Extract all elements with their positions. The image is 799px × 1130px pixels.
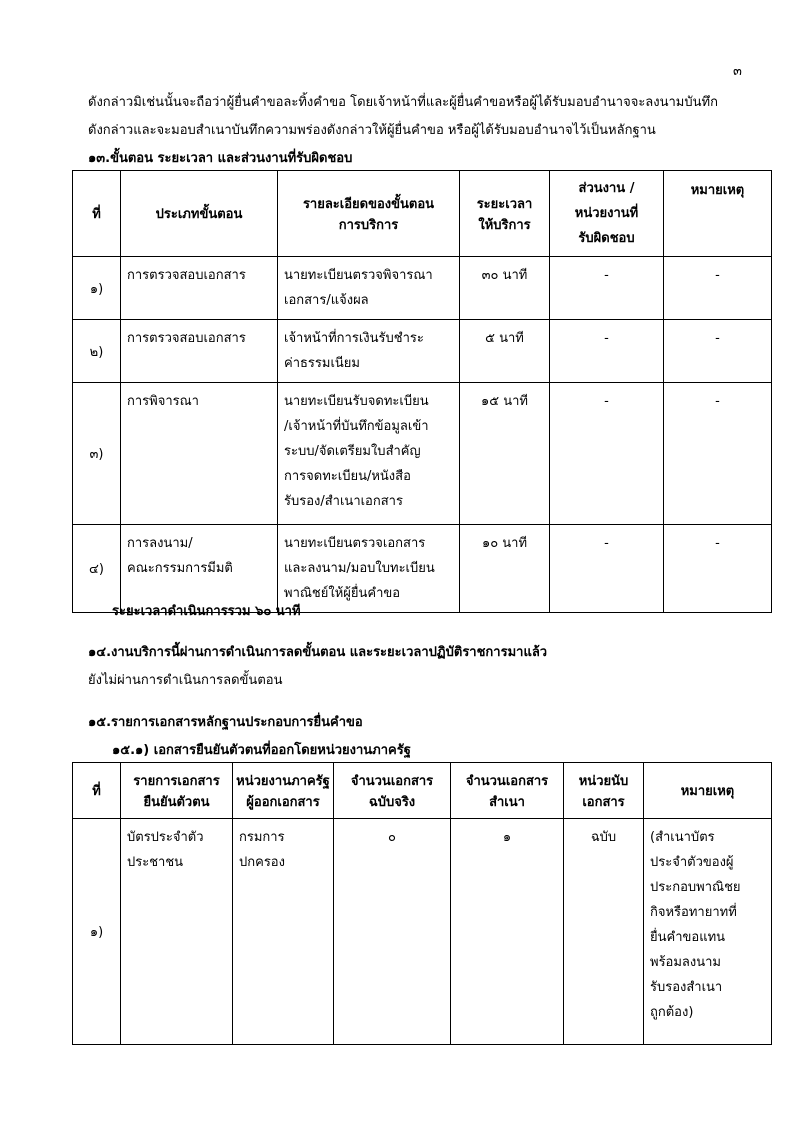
header-original-count: จำนวนเอกสาร ฉบับจริง <box>334 763 451 819</box>
header-detail-line-2: การบริการ <box>338 217 399 233</box>
section-13-title: ๑๓.ขั้นตอน ระยะเวลา และส่วนงานที่รับผิดชอบ <box>88 151 353 166</box>
row-document: บัตรประจำตัว ประชาชน <box>121 819 233 1045</box>
header-count-unit: หน่วยนับ เอกสาร <box>564 763 644 819</box>
row-remark: - <box>664 257 772 320</box>
row-no: ๓) <box>73 383 121 525</box>
row-remark: (สำเนาบัตร ประจำตัวของผู้ ประกอบพาณิชย กิจหรือทายาทที่ ยื่นคำขอแทน พร้อมลงนาม รับรองสำเนา ถูกต้อง) <box>644 819 772 1045</box>
header-step-type: ประเภทขั้นตอน <box>121 171 278 257</box>
row-agency: กรมการปกครอง <box>233 819 334 1045</box>
row-detail: นายทะเบียนตรวจพิจารณา เอกสาร/แจ้งผล <box>278 257 460 320</box>
row-copy-count: ๑ <box>451 819 564 1045</box>
header-unit-line-1: ส่วนงาน / <box>578 181 635 196</box>
row-no: ๒) <box>73 320 121 383</box>
section-15-1-subtitle: ๑๕.๑) เอกสารยืนยันตัวตนที่ออกโดยหน่วยงานภาครัฐ <box>112 743 411 758</box>
row-no: ๔) <box>73 525 121 613</box>
header-remark: หมายเหตุ <box>644 763 772 819</box>
header-duration-line-2: ให้บริการ <box>478 217 531 233</box>
page-number: ๓ <box>733 64 742 79</box>
row-step-type: การลงนาม/ คณะกรรมการมีมติ <box>121 525 278 613</box>
header-unit-line-3: รับผิดชอบ <box>578 231 635 246</box>
row-duration: ๑๐ นาที <box>460 525 550 613</box>
row-detail: นายทะเบียนรับจดทะเบียน /เจ้าหน้าที่บันทึกข้อมูลเข้า ระบบ/จัดเตรียมใบสำคัญ การจดทะเบียน/หนังสือ รับรอง/สำเนาเอกสาร <box>278 383 460 525</box>
intro-line-1: ดังกล่าวมิเช่นนั้นจะถือว่าผู้ยื่นคำขอละทิ้งคำขอ โดยเจ้าหน้าที่และผู้ยื่นคำขอหรือผู้ได้รับมอบอำนาจจะลงนามบันทึก <box>88 95 718 110</box>
row-step-type: การตรวจสอบเอกสาร <box>121 320 278 383</box>
documents-table <box>72 762 772 1045</box>
section-14-title: ๑๔.งานบริการนี้ผ่านการดำเนินการลดขั้นตอน และระยะเวลาปฏิบัติราชการมาแล้ว <box>88 645 548 660</box>
steps-header-row <box>73 171 772 257</box>
header-agency: หน่วยงานภาครัฐ ผู้ออกเอกสาร <box>233 763 334 819</box>
row-unit: - <box>550 320 664 383</box>
row-step-type: การตรวจสอบเอกสาร <box>121 257 278 320</box>
table-row <box>73 320 772 383</box>
row-no: ๑) <box>73 257 121 320</box>
row-remark: - <box>664 383 772 525</box>
table-row <box>73 383 772 525</box>
row-detail: เจ้าหน้าที่การเงินรับชำระ ค่าธรรมเนียม <box>278 320 460 383</box>
table-row <box>73 257 772 320</box>
header-document: รายการเอกสาร ยืนยันตัวตน <box>121 763 233 819</box>
row-unit: - <box>550 525 664 613</box>
section-14-text: ยังไม่ผ่านการดำเนินการลดขั้นตอน <box>88 673 283 688</box>
header-no: ที่ <box>73 763 121 819</box>
row-duration: ๕ นาที <box>460 320 550 383</box>
row-unit: - <box>550 257 664 320</box>
header-no: ที่ <box>73 171 121 257</box>
steps-table <box>72 170 772 613</box>
table-row <box>73 819 772 1045</box>
header-responsible-unit <box>550 171 664 257</box>
row-unit: - <box>550 383 664 525</box>
header-remark: หมายเหตุ <box>664 171 772 257</box>
header-copy-count: จำนวนเอกสาร สำเนา <box>451 763 564 819</box>
row-remark: - <box>664 320 772 383</box>
header-detail-line-1: รายละเอียดของขั้นตอน <box>302 196 435 212</box>
row-original-count: ๐ <box>334 819 451 1045</box>
row-duration: ๓๐ นาที <box>460 257 550 320</box>
intro-line-2: ดังกล่าวและจะมอบสำเนาบันทึกความพร่องดังกล่าวให้ผู้ยื่นคำขอ หรือผู้ได้รับมอบอำนาจไว้เป็นหลักฐาน <box>88 123 656 138</box>
row-detail: นายทะเบียนตรวจเอกสาร และลงนาม/มอบใบทะเบียน พาณิชย์ให้ผู้ยื่นคำขอ <box>278 525 460 613</box>
row-count-unit: ฉบับ <box>564 819 644 1045</box>
row-step-type: การพิจารณา <box>121 383 278 525</box>
row-no: ๑) <box>73 819 121 1045</box>
header-duration-line-1: ระยะเวลา <box>476 196 533 212</box>
documents-header-row <box>73 763 772 819</box>
header-detail <box>278 171 460 257</box>
header-duration <box>460 171 550 257</box>
section-15-title: ๑๕.รายการเอกสารหลักฐานประกอบการยื่นคำขอ <box>88 715 363 730</box>
total-duration: ระยะเวลาดำเนินการรวม ๖๐ นาที <box>112 604 301 619</box>
row-duration: ๑๕ นาที <box>460 383 550 525</box>
row-remark: - <box>664 525 772 613</box>
header-unit-line-2: หน่วยงานที่ <box>574 206 639 221</box>
